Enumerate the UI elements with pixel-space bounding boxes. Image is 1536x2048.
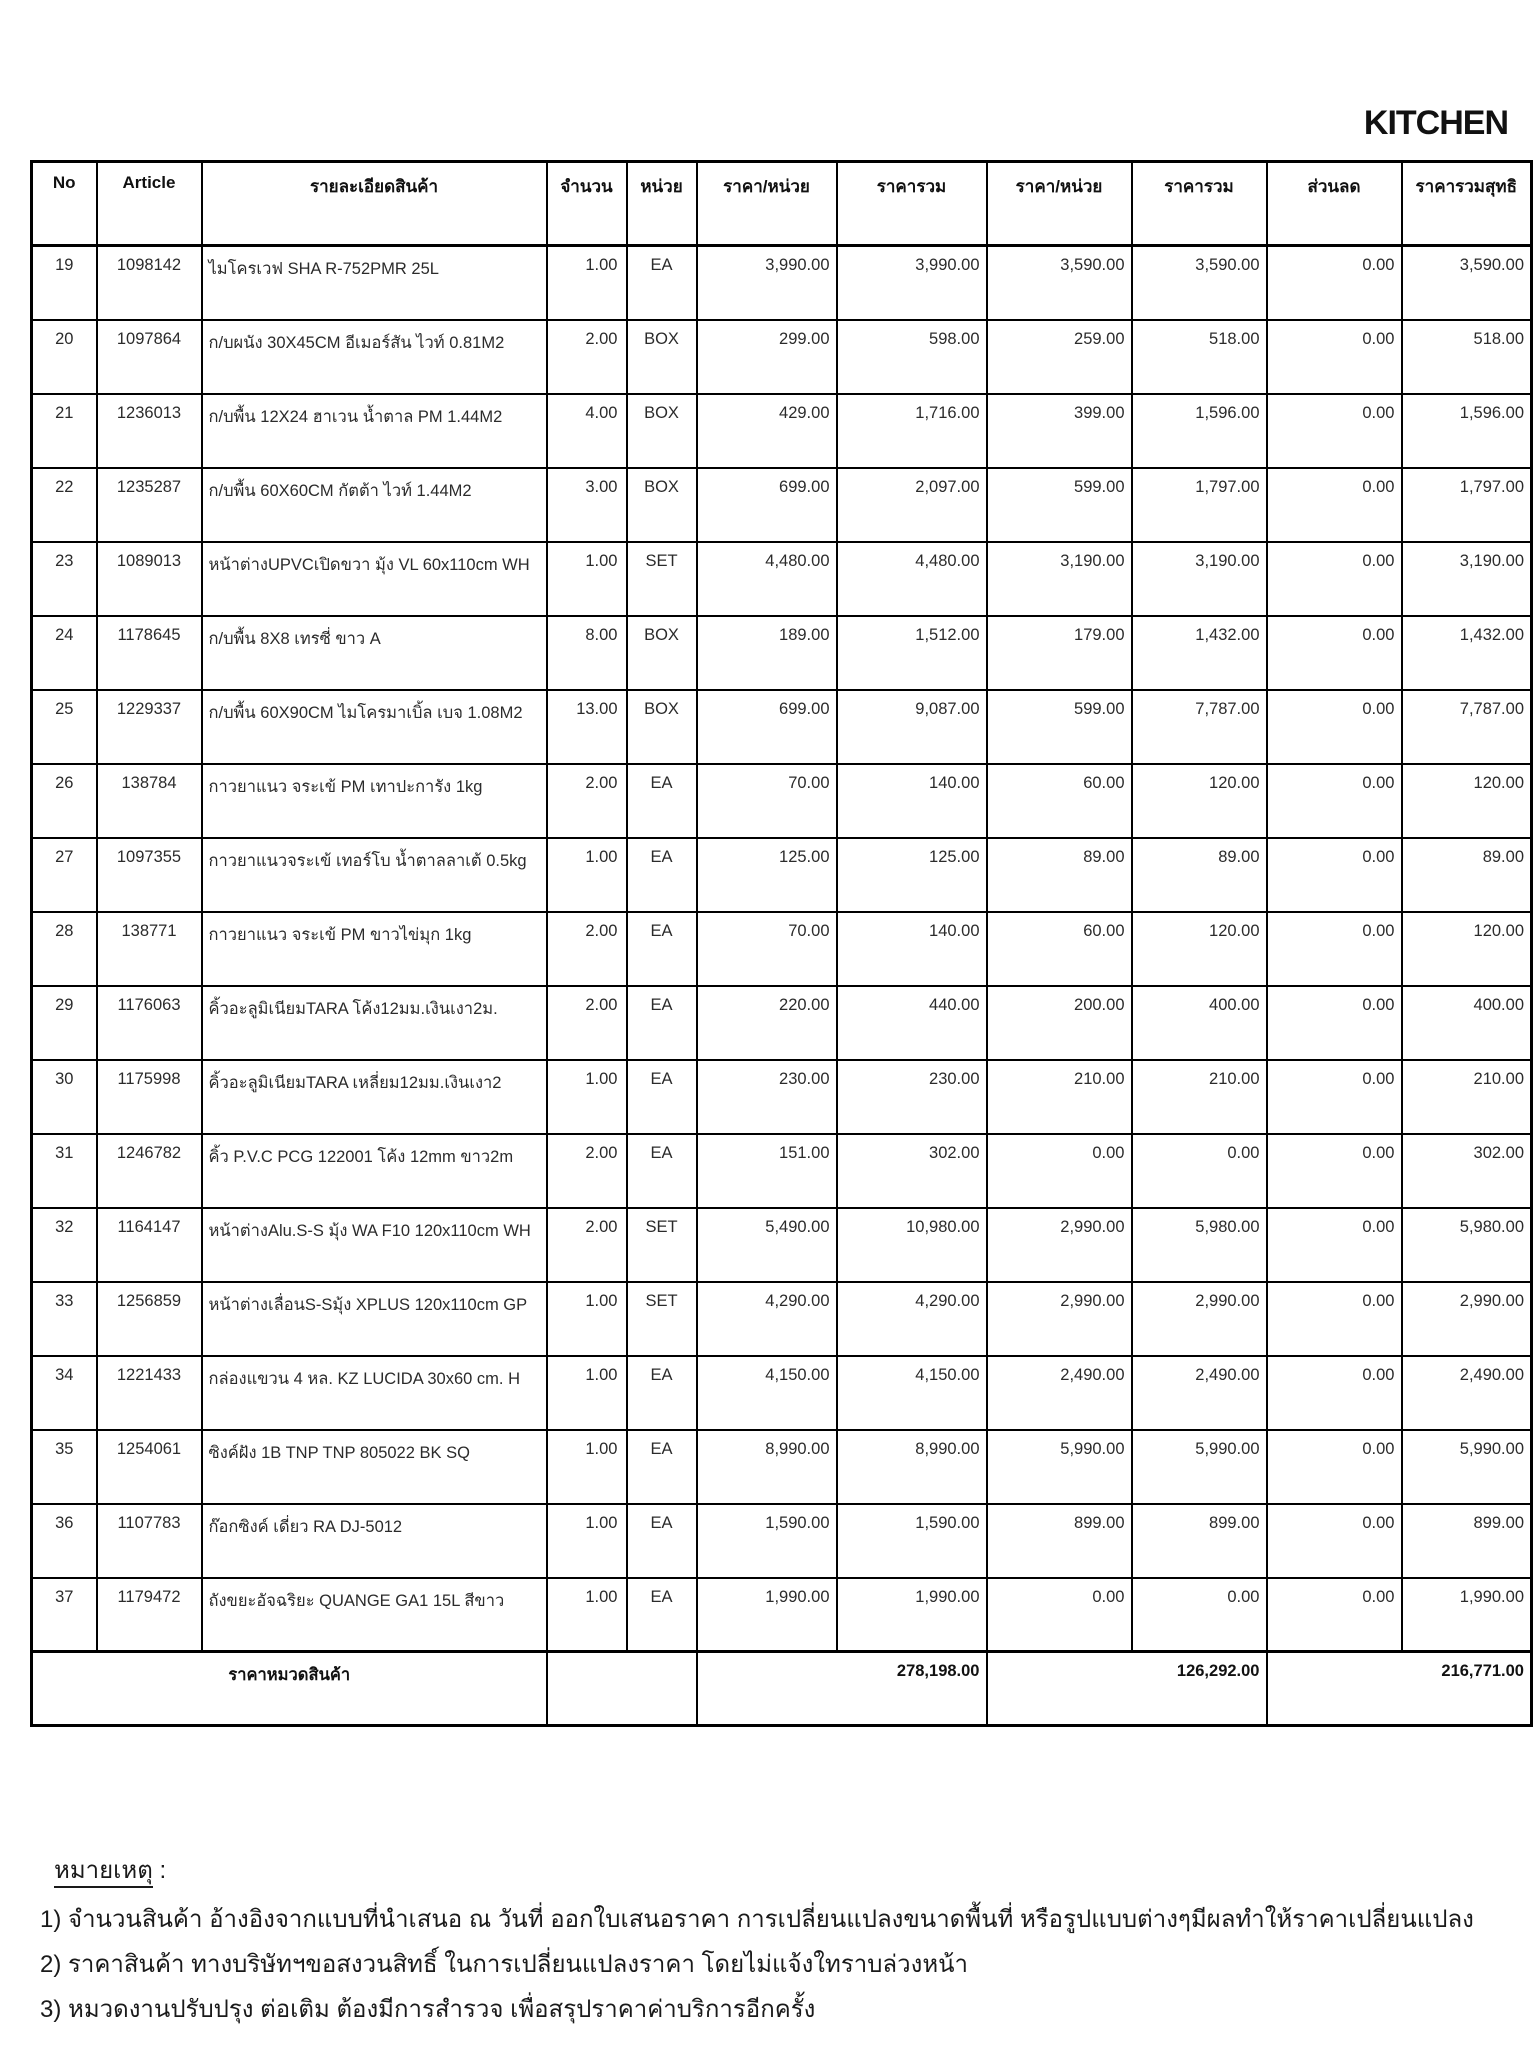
discount-cell: 0.00 [1267, 1282, 1402, 1356]
discount-cell: 0.00 [1267, 1208, 1402, 1282]
qty-cell: 2.00 [547, 1134, 627, 1208]
net-total-cell: 899.00 [1402, 1504, 1532, 1578]
price2-total-cell: 210.00 [1132, 1060, 1267, 1134]
price1-unit-cell: 125.00 [697, 838, 837, 912]
table-row [32, 1282, 1532, 1356]
price1-total-cell: 230.00 [837, 1060, 987, 1134]
description-cell: ซิงค์ฝัง 1B TNP TNP 805022 BK SQ [202, 1430, 547, 1504]
price1-unit-cell: 4,290.00 [697, 1282, 837, 1356]
qty-cell: 2.00 [547, 986, 627, 1060]
description-cell: หน้าต่างเลื่อนS-Sมุ้ง XPLUS 120x110cm GP [202, 1282, 547, 1356]
qty-cell: 1.00 [547, 1060, 627, 1134]
price2-unit-cell: 2,490.00 [987, 1356, 1132, 1430]
net-total-cell: 89.00 [1402, 838, 1532, 912]
description-cell: หน้าต่างAlu.S-S มุ้ง WA F10 120x110cm WH [202, 1208, 547, 1282]
net-total-cell: 5,990.00 [1402, 1430, 1532, 1504]
price1-unit-cell: 8,990.00 [697, 1430, 837, 1504]
price2-unit-cell: 2,990.00 [987, 1208, 1132, 1282]
no-cell: 25 [32, 690, 97, 764]
no-cell: 28 [32, 912, 97, 986]
no-cell: 21 [32, 394, 97, 468]
qty-cell: 1.00 [547, 1356, 627, 1430]
price1-unit-cell: 5,490.00 [697, 1208, 837, 1282]
description-cell: กาวยาแนว จระเข้ PM เทาปะการัง 1kg [202, 764, 547, 838]
unit-cell: BOX [627, 690, 697, 764]
discount-cell: 0.00 [1267, 394, 1402, 468]
price2-total-cell: 2,490.00 [1132, 1356, 1267, 1430]
table-row [32, 1430, 1532, 1504]
price1-total-cell: 1,990.00 [837, 1578, 987, 1652]
total-row [32, 1652, 1532, 1726]
article-cell: 1235287 [97, 468, 202, 542]
discount-cell: 0.00 [1267, 468, 1402, 542]
price1-total-cell: 140.00 [837, 912, 987, 986]
price2-unit-cell: 60.00 [987, 764, 1132, 838]
column-header-price-unit-1: ราคา/หน่วย [697, 162, 837, 246]
unit-cell: EA [627, 1578, 697, 1652]
no-cell: 35 [32, 1430, 97, 1504]
price1-unit-cell: 699.00 [697, 468, 837, 542]
price1-total-cell: 10,980.00 [837, 1208, 987, 1282]
unit-cell: EA [627, 838, 697, 912]
price2-unit-cell: 259.00 [987, 320, 1132, 394]
discount-cell: 0.00 [1267, 986, 1402, 1060]
unit-cell: BOX [627, 468, 697, 542]
description-cell: กาวยาแนว จระเข้ PM ขาวไข่มุก 1kg [202, 912, 547, 986]
price2-total-cell: 3,190.00 [1132, 542, 1267, 616]
total-list-price: 278,198.00 [697, 1652, 987, 1726]
price2-total-cell: 5,980.00 [1132, 1208, 1267, 1282]
qty-cell: 2.00 [547, 1208, 627, 1282]
unit-cell: BOX [627, 320, 697, 394]
column-header-total-1: ราคารวม [837, 162, 987, 246]
note-line-2: 2) ราคาสินค้า ทางบริษัทฯขอสงวนสิทธิ์ ในการเปลี่ยนแปลงราคา โดยไม่แจ้งใทราบล่วงหน้า [40, 1951, 969, 1978]
price1-unit-cell: 220.00 [697, 986, 837, 1060]
price1-unit-cell: 4,480.00 [697, 542, 837, 616]
unit-cell: SET [627, 542, 697, 616]
discount-cell: 0.00 [1267, 542, 1402, 616]
price2-unit-cell: 200.00 [987, 986, 1132, 1060]
article-cell: 1179472 [97, 1578, 202, 1652]
price2-total-cell: 0.00 [1132, 1134, 1267, 1208]
table-row [32, 912, 1532, 986]
qty-cell: 1.00 [547, 1282, 627, 1356]
unit-cell: SET [627, 1208, 697, 1282]
table-row [32, 1356, 1532, 1430]
total-row-spacer [547, 1652, 697, 1726]
description-cell: ก/บพื้น 60X90CM ไมโครมาเบิ้ล เบจ 1.08M2 [202, 690, 547, 764]
notes-heading-colon: : [152, 1857, 167, 1884]
unit-cell: EA [627, 1134, 697, 1208]
no-cell: 32 [32, 1208, 97, 1282]
price1-unit-cell: 429.00 [697, 394, 837, 468]
price1-total-cell: 2,097.00 [837, 468, 987, 542]
price1-unit-cell: 70.00 [697, 912, 837, 986]
net-total-cell: 1,596.00 [1402, 394, 1532, 468]
net-total-cell: 1,797.00 [1402, 468, 1532, 542]
article-cell: 1176063 [97, 986, 202, 1060]
no-cell: 27 [32, 838, 97, 912]
discount-cell: 0.00 [1267, 1356, 1402, 1430]
no-cell: 22 [32, 468, 97, 542]
description-cell: คิ้วอะลูมิเนียมTARA เหลี่ยม12มม.เงินเงา2 [202, 1060, 547, 1134]
no-cell: 30 [32, 1060, 97, 1134]
qty-cell: 3.00 [547, 468, 627, 542]
price2-total-cell: 89.00 [1132, 838, 1267, 912]
column-header-no: No [32, 162, 97, 246]
net-total-cell: 120.00 [1402, 912, 1532, 986]
price1-unit-cell: 230.00 [697, 1060, 837, 1134]
price2-total-cell: 0.00 [1132, 1578, 1267, 1652]
discount-cell: 0.00 [1267, 1134, 1402, 1208]
description-cell: ถังขยะอัจฉริยะ QUANGE GA1 15L สีขาว [202, 1578, 547, 1652]
total-net-price: 216,771.00 [1267, 1652, 1532, 1726]
article-cell: 1097864 [97, 320, 202, 394]
qty-cell: 4.00 [547, 394, 627, 468]
price1-unit-cell: 70.00 [697, 764, 837, 838]
description-cell: ก๊อกซิงค์ เดี่ยว RA DJ-5012 [202, 1504, 547, 1578]
unit-cell: BOX [627, 616, 697, 690]
no-cell: 34 [32, 1356, 97, 1430]
description-cell: ก/บพื้น 60X60CM กัตต้า ไวท์ 1.44M2 [202, 468, 547, 542]
column-header-total-2: ราคารวม [1132, 162, 1267, 246]
price2-unit-cell: 5,990.00 [987, 1430, 1132, 1504]
qty-cell: 2.00 [547, 320, 627, 394]
unit-cell: SET [627, 1282, 697, 1356]
price2-unit-cell: 60.00 [987, 912, 1132, 986]
article-cell: 1175998 [97, 1060, 202, 1134]
net-total-cell: 210.00 [1402, 1060, 1532, 1134]
unit-cell: BOX [627, 394, 697, 468]
price1-total-cell: 1,512.00 [837, 616, 987, 690]
discount-cell: 0.00 [1267, 912, 1402, 986]
unit-cell: EA [627, 1356, 697, 1430]
price1-total-cell: 125.00 [837, 838, 987, 912]
table-row [32, 468, 1532, 542]
discount-cell: 0.00 [1267, 1504, 1402, 1578]
price2-unit-cell: 2,990.00 [987, 1282, 1132, 1356]
article-cell: 1098142 [97, 246, 202, 320]
table-row [32, 1504, 1532, 1578]
discount-cell: 0.00 [1267, 1578, 1402, 1652]
column-header-price-unit-2: ราคา/หน่วย [987, 162, 1132, 246]
price2-total-cell: 3,590.00 [1132, 246, 1267, 320]
column-header-description: รายละเอียดสินค้า [202, 162, 547, 246]
quotation-table [30, 160, 1533, 1727]
qty-cell: 1.00 [547, 838, 627, 912]
table-row [32, 616, 1532, 690]
description-cell: ก/บพื้น 12X24 ฮาเวน น้ำตาล PM 1.44M2 [202, 394, 547, 468]
no-cell: 33 [32, 1282, 97, 1356]
article-cell: 1164147 [97, 1208, 202, 1282]
article-cell: 1097355 [97, 838, 202, 912]
price1-total-cell: 8,990.00 [837, 1430, 987, 1504]
no-cell: 19 [32, 246, 97, 320]
article-cell: 1236013 [97, 394, 202, 468]
price1-total-cell: 4,480.00 [837, 542, 987, 616]
description-cell: กาวยาแนวจระเข้ เทอร์โบ น้ำตาลลาเต้ 0.5kg [202, 838, 547, 912]
price1-total-cell: 440.00 [837, 986, 987, 1060]
price2-unit-cell: 599.00 [987, 690, 1132, 764]
price2-total-cell: 2,990.00 [1132, 1282, 1267, 1356]
page-title: KITCHEN [1363, 104, 1508, 142]
price2-unit-cell: 89.00 [987, 838, 1132, 912]
price2-total-cell: 7,787.00 [1132, 690, 1267, 764]
price1-total-cell: 1,716.00 [837, 394, 987, 468]
column-header-discount: ส่วนลด [1267, 162, 1402, 246]
net-total-cell: 1,432.00 [1402, 616, 1532, 690]
net-total-cell: 7,787.00 [1402, 690, 1532, 764]
article-cell: 1221433 [97, 1356, 202, 1430]
price2-unit-cell: 599.00 [987, 468, 1132, 542]
qty-cell: 1.00 [547, 1504, 627, 1578]
table-row [32, 320, 1532, 394]
discount-cell: 0.00 [1267, 320, 1402, 394]
net-total-cell: 400.00 [1402, 986, 1532, 1060]
description-cell: ก/บผนัง 30X45CM อีเมอร์สัน ไวท์ 0.81M2 [202, 320, 547, 394]
qty-cell: 1.00 [547, 246, 627, 320]
price1-total-cell: 598.00 [837, 320, 987, 394]
table-row [32, 838, 1532, 912]
table-row [32, 986, 1532, 1060]
no-cell: 26 [32, 764, 97, 838]
discount-cell: 0.00 [1267, 616, 1402, 690]
price2-total-cell: 1,596.00 [1132, 394, 1267, 468]
price2-total-cell: 518.00 [1132, 320, 1267, 394]
price1-total-cell: 302.00 [837, 1134, 987, 1208]
notes-heading-text: หมายเหตุ [54, 1857, 153, 1888]
notes-section [40, 1848, 1500, 2032]
price2-unit-cell: 899.00 [987, 1504, 1132, 1578]
total-row-label: ราคาหมวดสินค้า [32, 1652, 547, 1726]
price2-total-cell: 899.00 [1132, 1504, 1267, 1578]
article-cell: 1178645 [97, 616, 202, 690]
price2-total-cell: 120.00 [1132, 764, 1267, 838]
price2-total-cell: 1,797.00 [1132, 468, 1267, 542]
description-cell: คิ้วอะลูมิเนียมTARA โค้ง12มม.เงินเงา2ม. [202, 986, 547, 1060]
price1-unit-cell: 1,590.00 [697, 1504, 837, 1578]
unit-cell: EA [627, 1504, 697, 1578]
qty-cell: 8.00 [547, 616, 627, 690]
net-total-cell: 2,990.00 [1402, 1282, 1532, 1356]
discount-cell: 0.00 [1267, 1430, 1402, 1504]
table-body [32, 246, 1532, 1652]
net-total-cell: 1,990.00 [1402, 1578, 1532, 1652]
price1-unit-cell: 299.00 [697, 320, 837, 394]
table-row [32, 394, 1532, 468]
description-cell: ก/บพื้น 8X8 เทรซี่ ขาว A [202, 616, 547, 690]
price1-total-cell: 1,590.00 [837, 1504, 987, 1578]
article-cell: 1256859 [97, 1282, 202, 1356]
discount-cell: 0.00 [1267, 764, 1402, 838]
unit-cell: EA [627, 1430, 697, 1504]
price1-unit-cell: 189.00 [697, 616, 837, 690]
qty-cell: 1.00 [547, 1430, 627, 1504]
article-cell: 1107783 [97, 1504, 202, 1578]
table-row [32, 542, 1532, 616]
article-cell: 1089013 [97, 542, 202, 616]
article-cell: 1229337 [97, 690, 202, 764]
unit-cell: EA [627, 1060, 697, 1134]
no-cell: 31 [32, 1134, 97, 1208]
price2-unit-cell: 3,590.00 [987, 246, 1132, 320]
net-total-cell: 302.00 [1402, 1134, 1532, 1208]
price2-total-cell: 1,432.00 [1132, 616, 1267, 690]
price2-unit-cell: 210.00 [987, 1060, 1132, 1134]
note-line-3: 3) หมวดงานปรับปรุง ต่อเติม ต้องมีการสำรวจ เพื่อสรุปราคาค่าบริการอีกครั้ง [40, 1996, 816, 2023]
price2-total-cell: 120.00 [1132, 912, 1267, 986]
net-total-cell: 3,590.00 [1402, 246, 1532, 320]
total-discount-price: 126,292.00 [987, 1652, 1267, 1726]
qty-cell: 1.00 [547, 542, 627, 616]
description-cell: หน้าต่างUPVCเปิดขวา มุ้ง VL 60x110cm WH [202, 542, 547, 616]
price2-unit-cell: 399.00 [987, 394, 1132, 468]
no-cell: 24 [32, 616, 97, 690]
unit-cell: EA [627, 246, 697, 320]
header-row [32, 162, 1532, 246]
price1-total-cell: 4,290.00 [837, 1282, 987, 1356]
price1-total-cell: 3,990.00 [837, 246, 987, 320]
article-cell: 138771 [97, 912, 202, 986]
column-header-article: Article [97, 162, 202, 246]
net-total-cell: 518.00 [1402, 320, 1532, 394]
qty-cell: 2.00 [547, 764, 627, 838]
column-header-qty: จำนวน [547, 162, 627, 246]
price2-total-cell: 400.00 [1132, 986, 1267, 1060]
discount-cell: 0.00 [1267, 1060, 1402, 1134]
no-cell: 36 [32, 1504, 97, 1578]
note-line-1: 1) จำนวนสินค้า อ้างอิงจากแบบที่นำเสนอ ณ วันที่ ออกใบเสนอราคา การเปลี่ยนแปลงขนาดพื้นที่ หรือรูปแบบต่างๆมีผลทำให้ราคาเปลี่ยนแปลง [40, 1906, 1474, 1933]
unit-cell: EA [627, 912, 697, 986]
notes-heading [54, 1848, 1500, 1893]
column-header-net-total: ราคารวมสุทธิ [1402, 162, 1532, 246]
price1-unit-cell: 1,990.00 [697, 1578, 837, 1652]
price2-unit-cell: 179.00 [987, 616, 1132, 690]
table-row [32, 246, 1532, 320]
description-cell: กล่องแขวน 4 หล. KZ LUCIDA 30x60 cm. H [202, 1356, 547, 1430]
table-row [32, 1134, 1532, 1208]
qty-cell: 2.00 [547, 912, 627, 986]
article-cell: 1254061 [97, 1430, 202, 1504]
net-total-cell: 3,190.00 [1402, 542, 1532, 616]
discount-cell: 0.00 [1267, 690, 1402, 764]
table-row [32, 1578, 1532, 1652]
price1-unit-cell: 4,150.00 [697, 1356, 837, 1430]
qty-cell: 1.00 [547, 1578, 627, 1652]
column-header-unit: หน่วย [627, 162, 697, 246]
article-cell: 1246782 [97, 1134, 202, 1208]
article-cell: 138784 [97, 764, 202, 838]
price1-unit-cell: 3,990.00 [697, 246, 837, 320]
qty-cell: 13.00 [547, 690, 627, 764]
no-cell: 20 [32, 320, 97, 394]
price2-unit-cell: 0.00 [987, 1134, 1132, 1208]
unit-cell: EA [627, 986, 697, 1060]
table-row [32, 1060, 1532, 1134]
no-cell: 29 [32, 986, 97, 1060]
unit-cell: EA [627, 764, 697, 838]
price1-unit-cell: 699.00 [697, 690, 837, 764]
table-row [32, 764, 1532, 838]
table-row [32, 1208, 1532, 1282]
table-row [32, 690, 1532, 764]
net-total-cell: 2,490.00 [1402, 1356, 1532, 1430]
price2-unit-cell: 0.00 [987, 1578, 1132, 1652]
price2-total-cell: 5,990.00 [1132, 1430, 1267, 1504]
price1-total-cell: 4,150.00 [837, 1356, 987, 1430]
price1-total-cell: 140.00 [837, 764, 987, 838]
discount-cell: 0.00 [1267, 246, 1402, 320]
price1-unit-cell: 151.00 [697, 1134, 837, 1208]
price2-unit-cell: 3,190.00 [987, 542, 1132, 616]
description-cell: ไมโครเวฟ SHA R-752PMR 25L [202, 246, 547, 320]
net-total-cell: 5,980.00 [1402, 1208, 1532, 1282]
net-total-cell: 120.00 [1402, 764, 1532, 838]
no-cell: 37 [32, 1578, 97, 1652]
price1-total-cell: 9,087.00 [837, 690, 987, 764]
description-cell: คิ้ว P.V.C PCG 122001 โค้ง 12mm ขาว2m [202, 1134, 547, 1208]
discount-cell: 0.00 [1267, 838, 1402, 912]
no-cell: 23 [32, 542, 97, 616]
